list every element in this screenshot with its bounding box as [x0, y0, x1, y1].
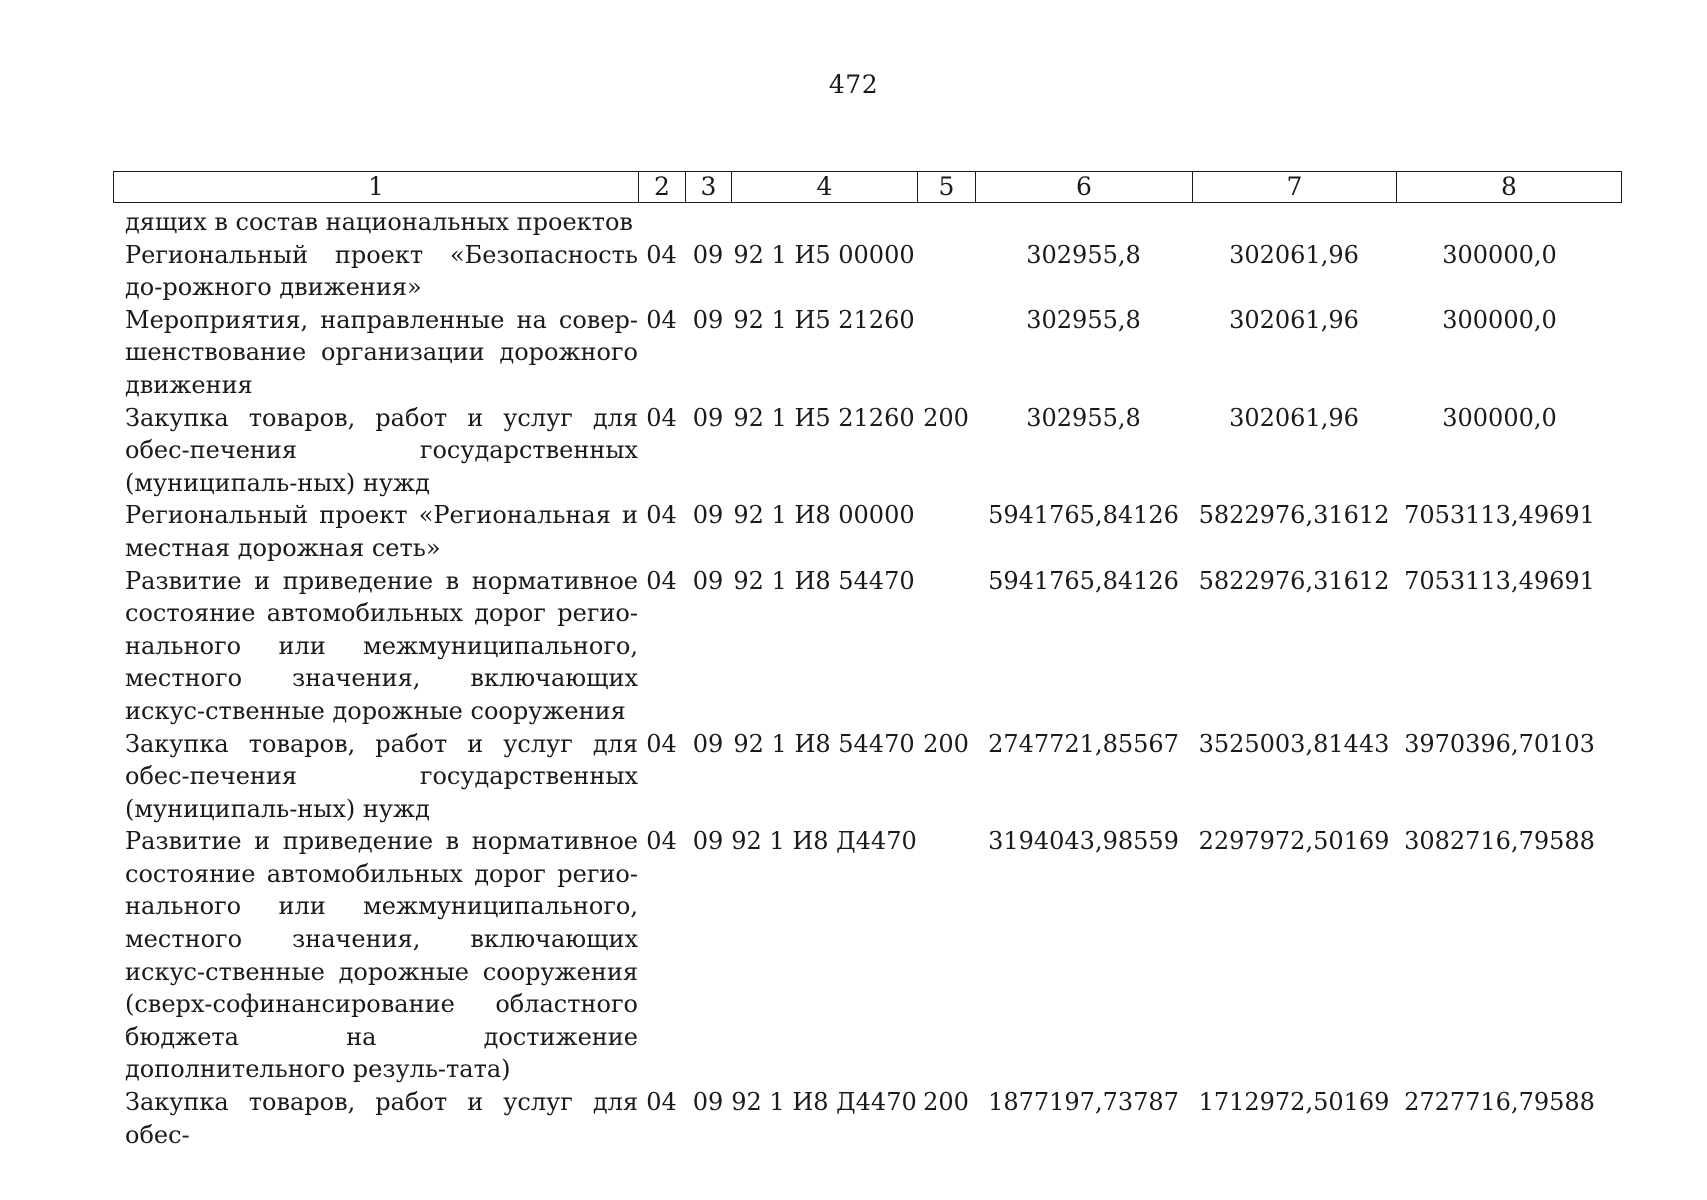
amount-col-6: 302955,8: [1026, 403, 1141, 432]
section-code: 04: [646, 501, 677, 530]
table-row: [113, 304, 1621, 402]
expense-type-code: [917, 565, 975, 728]
amount-col-7: 302061,96: [1229, 240, 1359, 269]
row-name: [113, 825, 638, 1086]
amount-col-6: 302955,8: [1026, 305, 1141, 334]
section-code: 04: [646, 1088, 677, 1117]
expense-type-code: 200: [923, 1088, 969, 1117]
amount-col-8: 7053113,49691: [1404, 566, 1595, 595]
row-name-text: Закупка товаров, работ и услуг для обес-: [125, 1088, 638, 1149]
amount-col-8: 3970396,70103: [1404, 729, 1595, 758]
section-code: 04: [646, 403, 677, 432]
subsection-code: 09: [692, 1088, 724, 1117]
amount-col-8: 300000,0: [1442, 403, 1557, 432]
header-col-5: 5: [918, 172, 976, 203]
amount-col-6: 5941765,84126: [988, 501, 1179, 530]
header-col-6: 6: [976, 172, 1193, 203]
amount-col-7: 5822976,31612: [1198, 501, 1390, 530]
section-code: 04: [646, 827, 677, 856]
row-name: [113, 565, 638, 728]
amount-col-8: 2727716,79588: [1404, 1088, 1595, 1117]
page-number: 472: [828, 70, 879, 99]
budget-table-body: [113, 206, 1621, 1151]
row-name-text: Развитие и приведение в нормативное состояние автомобильных дорог регио-нального или межмуниципального, местного значения, включающих искус-ственные дорожные сооружения: [125, 566, 638, 725]
header-col-3: 3: [686, 172, 732, 203]
subsection-code: 09: [692, 305, 724, 334]
amount-col-7: 1712972,50169: [1198, 1088, 1390, 1117]
table-row: [113, 728, 1621, 826]
row-name-text: Региональный проект «Безопасность до-рожного движения»: [125, 240, 638, 302]
amount-col-8: [1396, 206, 1603, 239]
amount-col-6: 1877197,73787: [988, 1088, 1179, 1117]
expense-type-code: [917, 239, 975, 304]
header-col-8: 8: [1397, 172, 1622, 203]
target-article-code: 92 1 И8 00000: [733, 501, 915, 530]
expense-type-code: 200: [923, 403, 969, 432]
amount-col-8: 300000,0: [1442, 305, 1557, 334]
target-article-code: 92 1 И8 Д4470: [731, 1088, 917, 1117]
table-row: [113, 565, 1621, 728]
target-article-code: 92 1 И5 00000: [733, 240, 915, 269]
amount-col-6: 5941765,84126: [988, 566, 1179, 595]
amount-col-8: 300000,0: [1442, 240, 1557, 269]
table-row: [113, 402, 1621, 500]
amount-col-6: 302955,8: [1026, 240, 1141, 269]
amount-col-7: 5822976,31612: [1198, 566, 1390, 595]
row-name: [113, 1086, 638, 1151]
table-row: [113, 825, 1621, 1086]
target-article-code: 92 1 И8 Д4470: [731, 827, 917, 856]
row-name-text: Закупка товаров, работ и услуг для обес-печения государственных (муниципаль-ных) нужд: [125, 403, 638, 497]
target-article-code: 92 1 И5 21260: [733, 305, 915, 334]
row-name: [113, 304, 638, 402]
subsection-code: 09: [692, 827, 724, 856]
table-row: [113, 239, 1621, 304]
expense-type-code: [917, 304, 975, 402]
subsection-code: [685, 206, 731, 239]
amount-col-7: 302061,96: [1229, 403, 1359, 432]
column-number-header: [113, 171, 1622, 203]
row-name: [113, 728, 638, 826]
amount-col-7: 302061,96: [1229, 305, 1359, 334]
row-name-text: дящих в состав национальных проектов: [125, 208, 633, 236]
subsection-code: 09: [692, 566, 724, 595]
amount-col-8: 7053113,49691: [1404, 501, 1595, 530]
expense-type-code: [917, 499, 975, 564]
amount-col-6: 3194043,98559: [988, 827, 1179, 856]
target-article-code: 92 1 И8 54470: [733, 566, 915, 595]
row-name: [113, 206, 638, 239]
amount-col-8: 3082716,79588: [1404, 827, 1595, 856]
amount-col-6: [975, 206, 1192, 239]
header-col-7: 7: [1193, 172, 1397, 203]
section-code: 04: [646, 305, 677, 334]
amount-col-6: 2747721,85567: [988, 729, 1179, 758]
target-article-code: [731, 206, 917, 239]
section-code: [638, 206, 685, 239]
row-name-text: Закупка товаров, работ и услуг для обес-печения государственных (муниципаль-ных) нужд: [125, 729, 638, 823]
header-col-4: 4: [732, 172, 918, 203]
table-row: [113, 1086, 1621, 1151]
row-name-text: Региональный проект «Региональная и местная дорожная сеть»: [125, 501, 638, 562]
target-article-code: 92 1 И8 54470: [733, 729, 915, 758]
subsection-code: 09: [692, 729, 724, 758]
section-code: 04: [646, 729, 677, 758]
amount-col-7: 2297972,50169: [1198, 827, 1390, 856]
table-row: [113, 499, 1621, 564]
target-article-code: 92 1 И5 21260: [733, 403, 915, 432]
row-name-text: Развитие и приведение в нормативное состояние автомобильных дорог регио-нального или межмуниципального, местного значения, включающих искус-ственные дорожные сооружения (сверх-софинансирование областного бюджета на достижение дополнительного резуль-тата): [125, 827, 638, 1084]
expense-type-code: [917, 825, 975, 1086]
section-code: 04: [646, 566, 677, 595]
subsection-code: 09: [692, 501, 724, 530]
section-code: 04: [646, 240, 677, 269]
row-name: [113, 239, 638, 304]
subsection-code: 09: [692, 240, 724, 269]
expense-type-code: 200: [923, 729, 969, 758]
expense-type-code: [917, 206, 975, 239]
row-name-text: Мероприятия, направленные на совер-шенствование организации дорожного движения: [125, 305, 638, 399]
header-col-1: 1: [114, 172, 639, 203]
amount-col-7: [1192, 206, 1396, 239]
row-name: [113, 402, 638, 500]
row-name: [113, 499, 638, 564]
subsection-code: 09: [692, 403, 724, 432]
table-row: [113, 206, 1621, 239]
amount-col-7: 3525003,81443: [1198, 729, 1390, 758]
header-col-2: 2: [639, 172, 686, 203]
